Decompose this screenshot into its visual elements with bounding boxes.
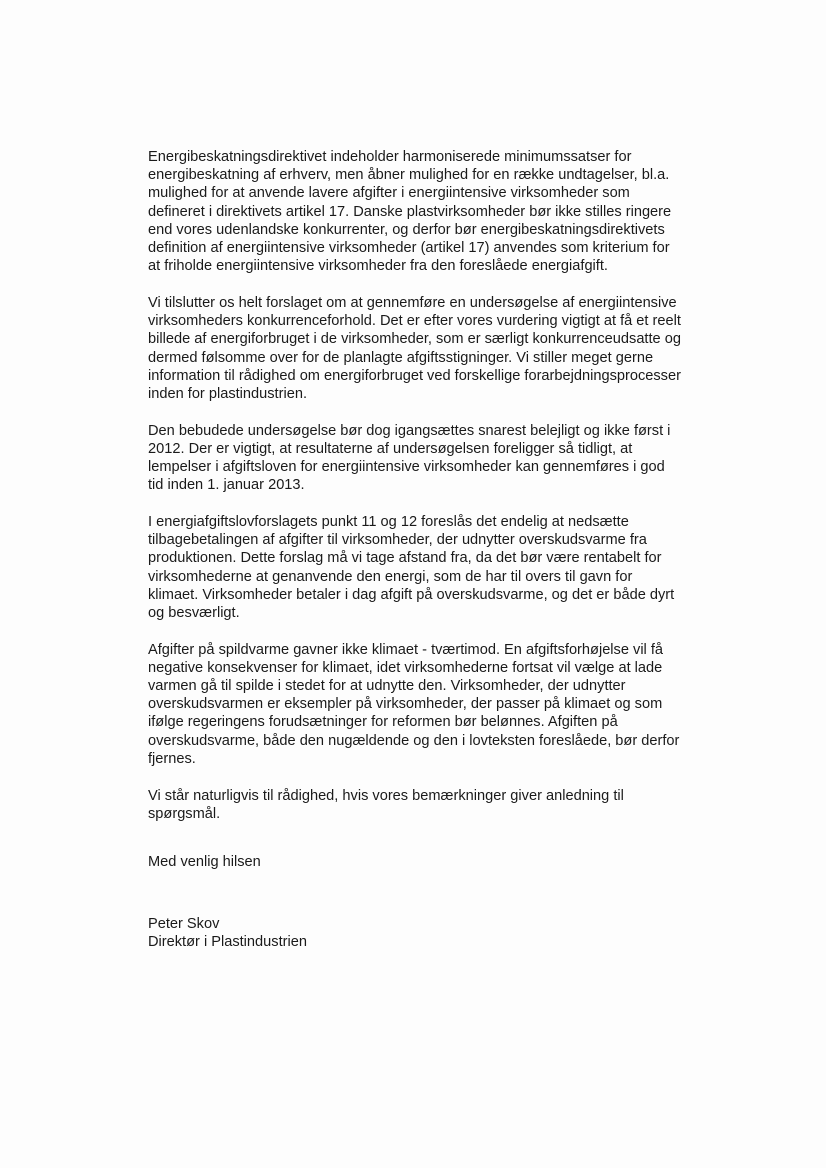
text-line: inden for plastindustrien. bbox=[148, 385, 308, 402]
text-line: I energiafgiftslovforslagets punkt 11 og 12 foreslås det endelig at nedsætte bbox=[148, 513, 629, 530]
paragraph-waste-heat bbox=[148, 641, 748, 768]
paragraph-investigation bbox=[148, 294, 748, 403]
text-line: dermed følsomme over for de planlagte afgiftsstigninger. Vi stiller meget gerne bbox=[148, 349, 654, 366]
text-line: Vi tilslutter os helt forslaget om at gennemføre en undersøgelse af energiintensive bbox=[148, 294, 677, 311]
text-line: Afgifter på spildvarme gavner ikke klimaet - tværtimod. En afgiftsforhøjelse vil få bbox=[148, 641, 664, 658]
text-line: 2012. Der er vigtigt, at resultaterne af undersøgelsen foreligger så tidligt, at bbox=[148, 440, 633, 457]
text-line: overskudsvarme, både den nugældende og den i lovteksten foreslåede, bør derfor bbox=[148, 732, 680, 749]
text-line: Vi står naturligvis til rådighed, hvis vores bemærkninger giver anledning til bbox=[148, 787, 624, 804]
closing-salutation bbox=[148, 853, 748, 871]
paragraph-availability bbox=[148, 787, 748, 823]
text-line: varmen gå til spilde i stedet for at udnytte den. Virksomheder, der udnytter bbox=[148, 678, 626, 695]
text-line: tid inden 1. januar 2013. bbox=[148, 477, 305, 494]
text-line: klimaet. Virksomheder betaler i dag afgift på overskudsvarme, og det er både dyrt bbox=[148, 586, 675, 603]
text-line: spørgsmål. bbox=[148, 805, 221, 822]
text-line: overskudsvarmen er eksempler på virksomheder, der passer på klimaet og som bbox=[148, 696, 663, 713]
signer-name: Peter Skov bbox=[148, 916, 220, 933]
signature-block bbox=[148, 915, 748, 951]
text-line: ifølge regeringens forudsætninger for reformen bør belønnes. Afgiften på bbox=[148, 714, 618, 731]
text-line: information til rådighed om energiforbruget ved forskellige forarbejdningsprocesser bbox=[148, 367, 681, 384]
paragraph-surplus-heat bbox=[148, 513, 748, 622]
text-line: mulighed for at anvende lavere afgifter i energiintensive virksomheder som bbox=[148, 185, 630, 202]
text-line: billede af energiforbruget i de virksomheder, som er særligt konkurrenceudsatte og bbox=[148, 331, 681, 348]
text-line: negative konsekvenser for klimaet, idet virksomhederne fortsat vil vælge at lade bbox=[148, 659, 663, 676]
paragraph-energy-directive bbox=[148, 148, 748, 275]
text-line: fjernes. bbox=[148, 750, 196, 767]
text-line: virksomheders konkurrenceforhold. Det er efter vores vurdering vigtigt at få et reelt bbox=[148, 313, 681, 330]
text-line: tilbagebetalingen af afgifter til virksomheder, der udnytter overskudsvarme fra bbox=[148, 532, 647, 549]
text-line: Den bebudede undersøgelse bør dog igangsættes snarest belejligt og ikke først i bbox=[148, 422, 671, 439]
text-line: lempelser i afgiftsloven for energiintensive virksomheder kan gennemføres i god bbox=[148, 459, 665, 476]
text-line: Energibeskatningsdirektivet indeholder harmoniserede minimumssatser for bbox=[148, 149, 632, 165]
text-line: at friholde energiintensive virksomheder fra den foreslåede energiafgift. bbox=[148, 258, 608, 275]
text-line: virksomhederne at genanvende den energi, som de har til overs til gavn for bbox=[148, 568, 633, 585]
paragraph-timing bbox=[148, 422, 748, 495]
text-line: end vores udenlandske konkurrenter, og derfor bør energibeskatningsdirektivets bbox=[148, 221, 665, 238]
text-line: energibeskatning af erhverv, men åbner mulighed for en række undtagelser, bl.a. bbox=[148, 167, 670, 184]
text-line: produktionen. Dette forslag må vi tage afstand fra, da det bør være rentabelt for bbox=[148, 550, 662, 567]
text-line: definition af energiintensive virksomheder (artikel 17) anvendes som kriterium for bbox=[148, 240, 670, 257]
signer-title: Direktør i Plastindustrien bbox=[148, 934, 307, 951]
closing-text: Med venlig hilsen bbox=[148, 854, 261, 870]
letter-body bbox=[148, 148, 748, 970]
text-line: og besværligt. bbox=[148, 604, 240, 621]
text-line: defineret i direktivets artikel 17. Danske plastvirksomheder bør ikke stilles ringere bbox=[148, 203, 672, 220]
